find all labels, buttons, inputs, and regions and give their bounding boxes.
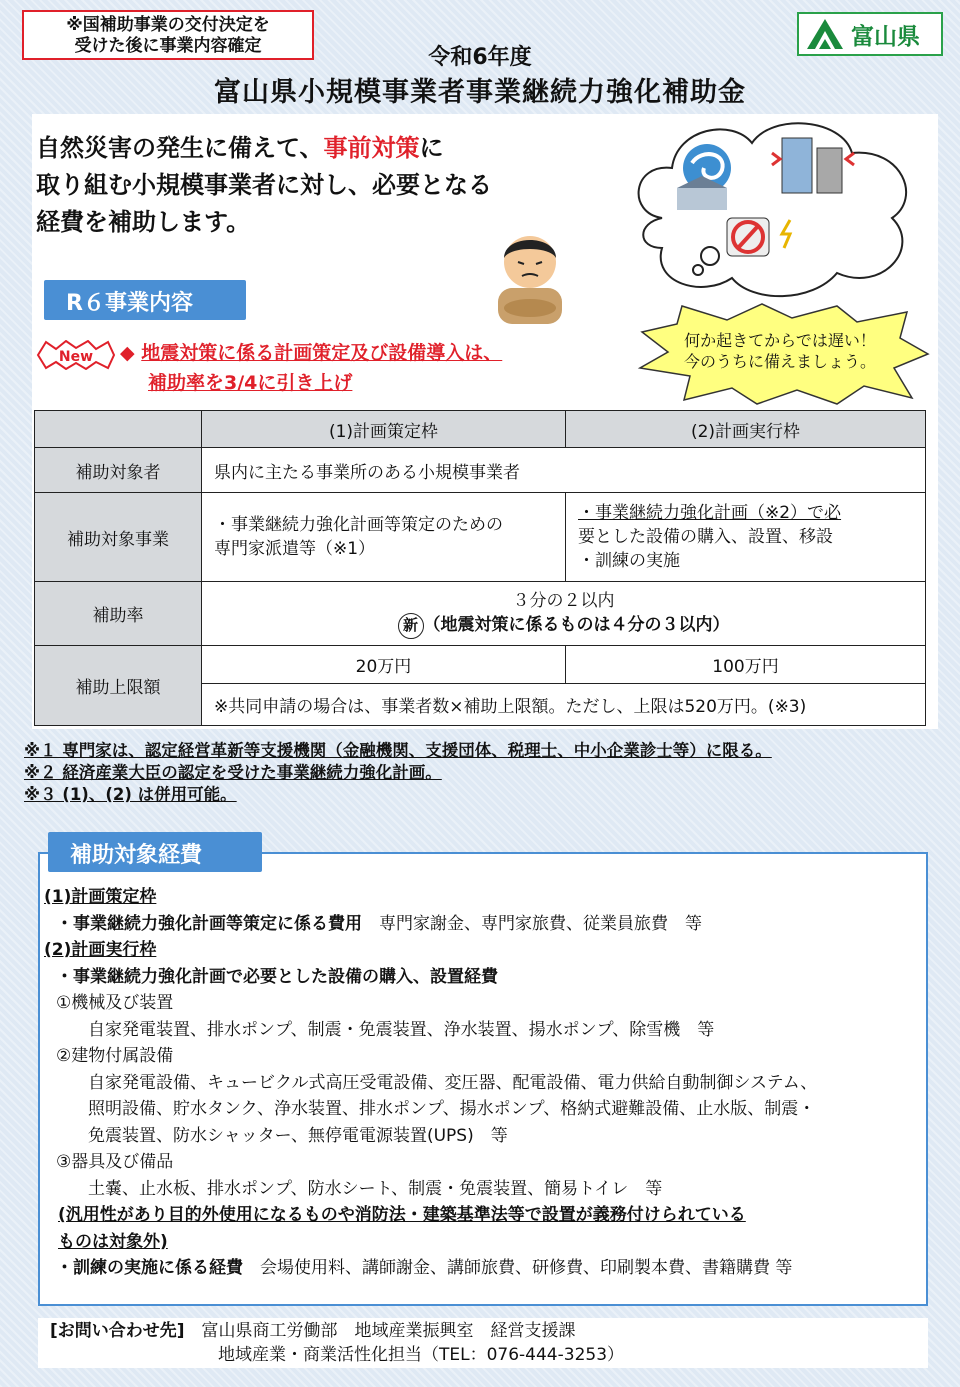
- limit-col2: 100万円: [566, 646, 926, 684]
- cost-training-detail: 会場使用料、講師謝金、講師旅費、研修費、印刷製本費、書籍購費 等: [260, 1258, 793, 1278]
- cost-h1-detail: 専門家謝金、専門家旅費、従業員旅費 等: [379, 913, 702, 934]
- page-title: 富山県小規模事業者事業継続力強化補助金: [214, 77, 746, 108]
- footnotes: [24, 740, 772, 806]
- cost-exclusion-line1: (汎用性があり目的外使用になるものや消防法・建築基準法等で設置が義務付けられている: [58, 1205, 746, 1225]
- limit-note: ※共同申請の場合は、事業者数×補助上限額。ただし、上限は520万円。(※3): [202, 684, 926, 726]
- row-value-target: 県内に主たる事業所のある小規模事業者: [202, 448, 926, 493]
- footnote-1: ※１ 専門家は、認定経営革新等支援機関（金融機関、支援団体、税理士、中小企業診士等）に限る。: [24, 741, 772, 760]
- table-header-col1: (1)計画策定枠: [202, 411, 566, 448]
- rate-line-2: （地震対策に係るものは４分の３以内）: [423, 614, 730, 635]
- contact-line-2: 地域産業・商業活性化担当（TEL：076-444-3253）: [218, 1345, 625, 1365]
- diamond-icon: ◆: [120, 342, 142, 364]
- row-value-rate: [202, 582, 926, 646]
- cost-sub3-text: 土嚢、止水板、排水ポンプ、防水シート、制震・免震装置、簡易トイレ 等: [88, 1178, 663, 1199]
- row-label-target: 補助対象者: [35, 448, 202, 493]
- costs-content: [44, 884, 817, 1282]
- cost-sub3-title: ③器具及び備品: [56, 1152, 174, 1172]
- intro-line-3: 経費を補助します。: [36, 208, 251, 236]
- new-notice: [120, 338, 502, 398]
- cost-sub1-text: 自家発電装置、排水ポンプ、制震・免震装置、浄水装置、揚水ポンプ、除雪機 等: [88, 1019, 715, 1040]
- cost-h2-item: ・事業継続力強化計画で必要とした設備の購入、設置経費: [56, 966, 498, 987]
- prefecture-emblem-icon: [805, 17, 845, 51]
- business-col2-line1: ・事業継続力強化計画（※2）で必: [578, 503, 842, 523]
- new-notice-line-1: 地震対策に係る計画策定及び設備導入は、: [141, 342, 503, 364]
- table-corner: [35, 411, 202, 448]
- burst-line-2: 今のうちに備えましょう。: [683, 352, 876, 371]
- row-label-business: 補助対象事業: [35, 493, 202, 582]
- worried-person-icon: [490, 228, 570, 324]
- title-year: 令和6年度: [428, 45, 532, 70]
- section-heading-business: R６事業内容: [44, 280, 246, 320]
- intro-line-2: 取り組む小規模事業者に対し、必要となる: [36, 171, 492, 199]
- burst-line-1: 何か起きてからでは遅い！: [684, 331, 876, 350]
- table-header-col2: (2)計画実行枠: [566, 411, 926, 448]
- new-badge: [36, 340, 116, 370]
- cost-heading-1: (1)計画策定枠: [44, 887, 157, 907]
- new-mark-icon: 新: [398, 613, 424, 639]
- cost-h1-item: ・事業継続力強化計画等策定に係る費用: [56, 913, 362, 934]
- disaster-thought-cloud: [622, 108, 922, 308]
- logo-text: 富山県: [851, 23, 920, 50]
- cost-sub2-title: ②建物付属設備: [56, 1046, 174, 1066]
- new-badge-text: New: [58, 349, 94, 365]
- intro-part1: 自然災害の発生に備えて、: [36, 134, 324, 162]
- prefecture-logo: [797, 12, 943, 56]
- intro-text: [36, 130, 492, 241]
- business-col2-line3: ・訓練の実施: [578, 551, 680, 571]
- business-col2-line2: 要とした設備の購入、設置、移設: [578, 527, 833, 547]
- cost-sub1-title: ①機械及び装置: [56, 993, 174, 1013]
- business-col1-line2: 専門家派遣等（※1）: [214, 539, 376, 559]
- cost-heading-2: (2)計画実行枠: [44, 940, 157, 960]
- intro-part2: に: [419, 134, 444, 162]
- cost-training-item: ・訓練の実施に係る経費: [56, 1258, 243, 1278]
- business-col1-line1: ・事業継続力強化計画等策定のための: [214, 515, 503, 535]
- cost-sub2-line1: 自家発電設備、キュービクル式高圧受電設備、変圧器、配電設備、電力供給自動制御システム、: [88, 1072, 818, 1093]
- notice-line-1: ※国補助事業の交付決定を: [66, 15, 270, 35]
- notice-line-2: 受けた後に事業内容確定: [74, 36, 262, 56]
- footnote-3: ※３ (1)、(2) は併用可能。: [24, 785, 237, 804]
- row-label-limit: 補助上限額: [35, 646, 202, 726]
- subsidy-table: [34, 410, 926, 726]
- limit-col1: 20万円: [202, 646, 566, 684]
- contact-line-1: 富山県商工労働部 地域産業振興室 経営支援課: [201, 1321, 576, 1341]
- row-business-col1: [202, 493, 566, 582]
- new-notice-line-2: 補助率を3/4に引き上げ: [148, 372, 353, 394]
- section-heading-costs: 補助対象経費: [48, 832, 262, 872]
- contact-label: [お問い合わせ先]: [50, 1321, 185, 1341]
- rate-line-1: ３分の２以内: [512, 590, 615, 611]
- contact-box: [38, 1318, 928, 1368]
- intro-highlight: 事前対策: [323, 134, 420, 162]
- cost-exclusion-line2: ものは対象外): [58, 1231, 168, 1252]
- row-label-rate: 補助率: [35, 582, 202, 646]
- cost-sub2-line3: 免震装置、防水シャッター、無停電電源装置(UPS) 等: [88, 1125, 508, 1146]
- footnote-2: ※２ 経済産業大臣の認定を受けた事業継続力強化計画。: [24, 763, 442, 782]
- row-business-col2: [566, 493, 926, 582]
- warning-burst-text: [640, 330, 920, 372]
- cost-sub2-line2: 照明設備、貯水タンク、浄水装置、排水ポンプ、揚水ポンプ、格納式避難設備、止水版、制震・: [88, 1099, 816, 1119]
